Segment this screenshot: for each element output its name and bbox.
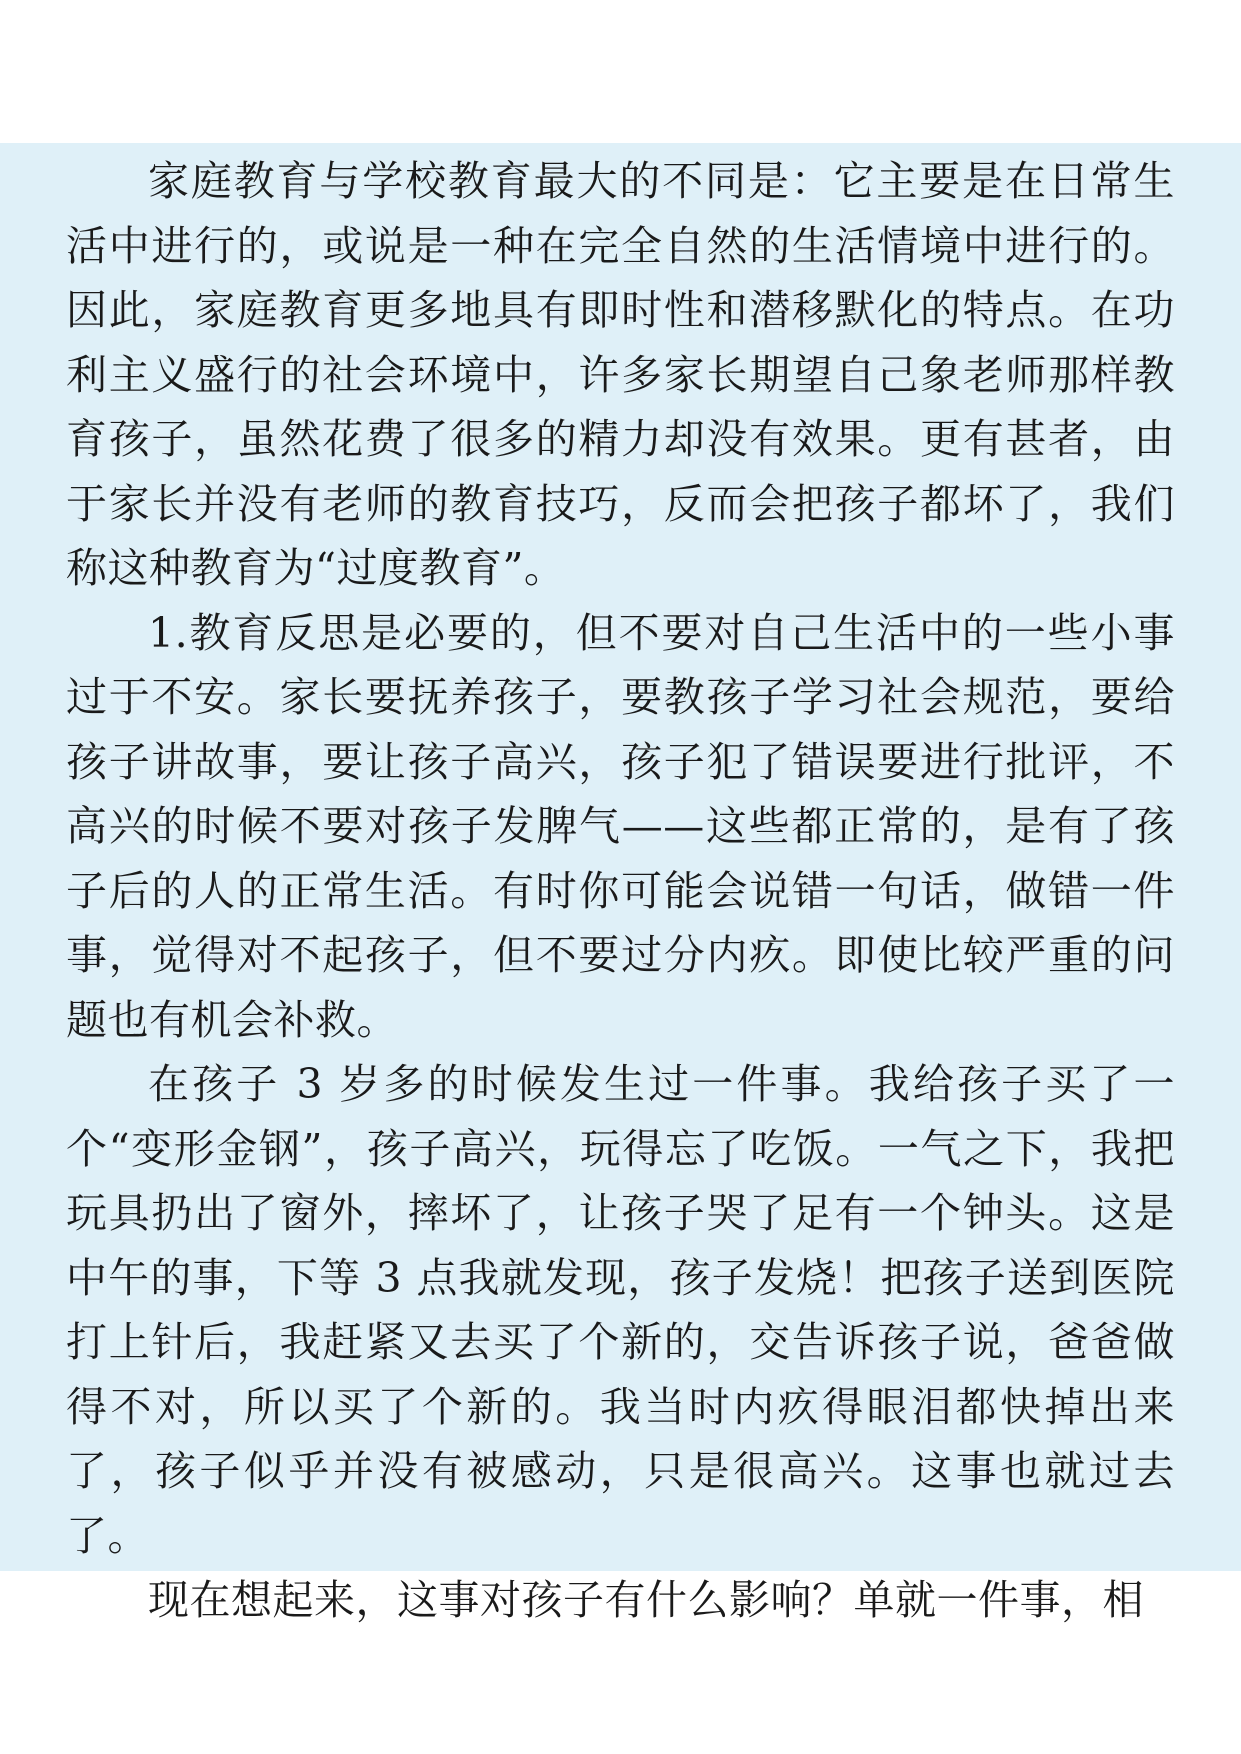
paragraph-point-1: 1.教育反思是必要的，但不要对自己生活中的一些小事过于不安。家长要抚养孩子，要教孩子学习社会规范，要给孩子讲故事，要让孩子高兴，孩子犯了错误要进行批评，不高兴的时候不要对孩子发脾气——这些都正常的，是有了孩子后的人的正常生活。有时你可能会说错一句话，做错一件事，觉得对不起孩子，但不要过分内疚。即使比较严重的问题也有机会补救。 — [66, 608, 1175, 1044]
paragraph-anecdote: 在孩子 3 岁多的时候发生过一件事。我给孩子买了一个“变形金钢”，孩子高兴，玩得忘了吃饭。一气之下，我把玩具扔出了窗外，摔坏了，让孩子哭了足有一个钟头。这是中午的事，下等 3 点我就发现，孩子发烧！把孩子送到医院打上针后，我赶紧又去买了个新的，交告诉孩子说，爸爸做得不对，所以买了个新的。我当时内疚得眼泪都快掉出来了，孩子似乎并没有被感动，只是很高兴。这事也就过去了。 — [66, 1060, 1175, 1560]
paragraph-reflection: 现在想起来，这事对孩子有什么影响？单就一件事，相 — [148, 1576, 1144, 1624]
text-panel — [0, 143, 1241, 1624]
paragraph-intro: 家庭教育与学校教育最大的不同是：它主要是在日常生活中进行的，或说是一种在完全自然的生活情境中进行的。因此，家庭教育更多地具有即时性和潜移默化的特点。在功利主义盛行的社会环境中，许多家长期望自己象老师那样教育孩子，虽然花费了很多的精力却没有效果。更有甚者，由于家长并没有老师的教育技巧，反而会把孩子都坏了，我们称这种教育为“过度教育”。 — [66, 157, 1175, 592]
